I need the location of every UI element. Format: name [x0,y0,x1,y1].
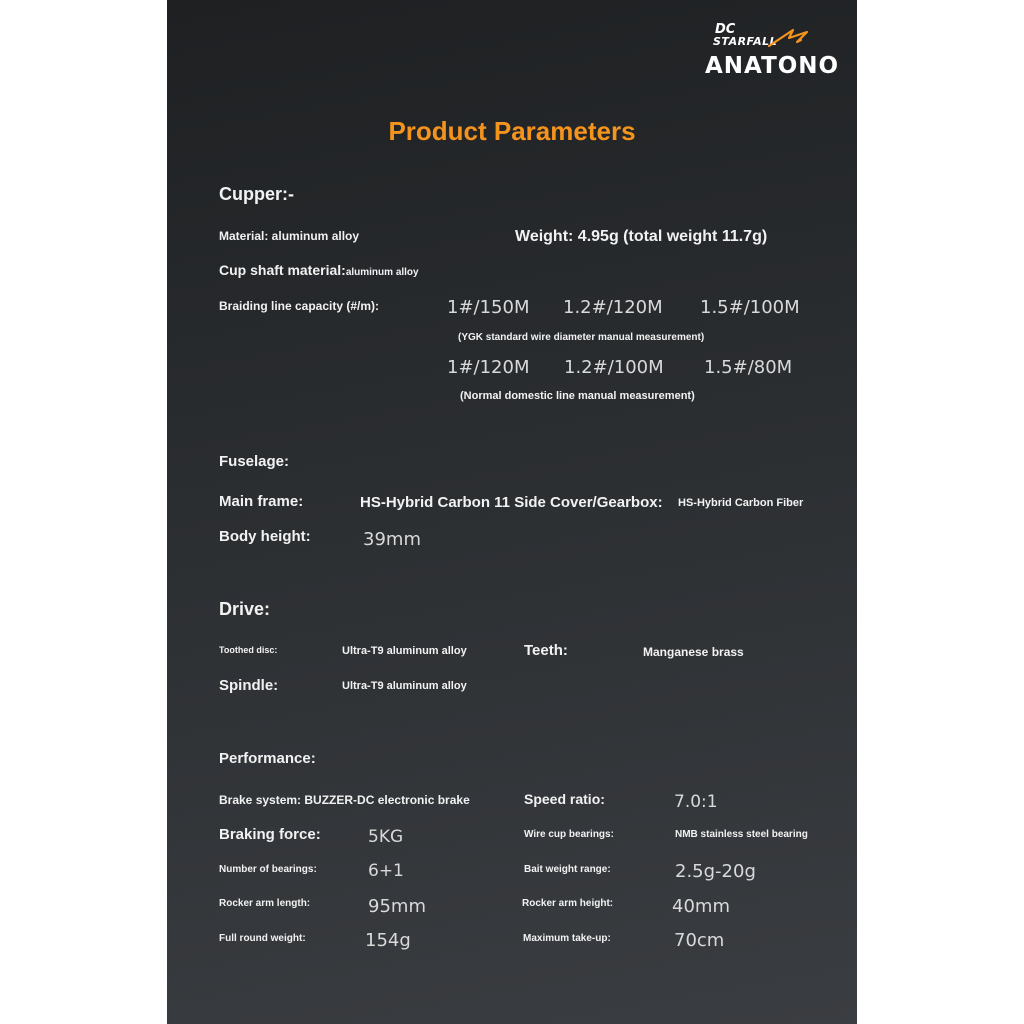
cup-shaft-row [219,262,419,280]
main-frame-label: Main frame: [219,493,304,510]
cupper-weight: Weight: 4.95g (total weight 11.7g) [515,228,768,245]
ygk-capacity-1: 1#/150M [447,297,530,318]
logo-brand-name: ANATONO [705,53,840,79]
bait-weight-value: 2.5g-20g [675,861,756,882]
max-takeup-value: 70cm [674,930,725,951]
full-weight-label: Full round weight: [219,933,306,944]
performance-heading: Performance: [219,750,316,767]
teeth-label: Teeth: [524,642,568,659]
cupper-heading: Cupper:- [219,184,294,204]
wire-cup-bearings-label: Wire cup bearings: [524,829,614,840]
teeth-value: Manganese brass [643,645,744,659]
body-height-value: 39mm [363,529,421,550]
bearings-value: 6+1 [368,861,404,881]
full-weight-value: 154g [365,930,411,951]
normal-capacity-2: 1.2#/100M [564,357,664,378]
swoosh-icon [767,26,811,52]
bait-weight-label: Bait weight range: [524,864,611,875]
capacity-label: Braiding line capacity (#/m): [219,299,380,313]
spindle-label: Spindle: [219,677,279,694]
rocker-height-value: 40mm [672,896,730,917]
main-frame-value: HS-Hybrid Carbon 11 Side Cover/Gearbox: [360,494,663,511]
bearings-label: Number of bearings: [219,864,317,875]
spindle-value: Ultra-T9 aluminum alloy [342,680,467,692]
cup-shaft-label: Cup shaft material: [219,262,346,278]
rocker-length-label: Rocker arm length: [219,898,311,909]
normal-note: (Normal domestic line manual measurement) [460,390,695,402]
speed-ratio-value: 7.0:1 [674,792,718,812]
max-takeup-label: Maximum take-up: [523,933,611,944]
wire-cup-bearings-value: NMB stainless steel bearing [675,829,808,840]
page-title: Product Parameters [388,116,636,146]
brake-system: Brake system: BUZZER-DC electronic brake [219,793,470,807]
toothed-disc-label: Toothed disc: [219,645,278,655]
rocker-length-value: 95mm [368,896,426,917]
toothed-disc-value: Ultra-T9 aluminum alloy [342,645,467,657]
braking-force-label: Braking force: [219,826,321,843]
rocker-height-label: Rocker arm height: [522,898,614,909]
logo-starfall-text: STARFALL [713,35,778,48]
ygk-capacity-3: 1.5#/100M [700,297,800,318]
drive-heading: Drive: [219,599,271,619]
normal-capacity-3: 1.5#/80M [704,357,793,378]
braking-force-value: 5KG [368,827,404,847]
body-height-label: Body height: [219,528,311,545]
speed-ratio-label: Speed ratio: [524,791,605,807]
fuselage-heading: Fuselage: [219,453,290,470]
ygk-capacity-2: 1.2#/120M [563,297,663,318]
normal-capacity-1: 1#/120M [447,357,530,378]
brand-logo [703,22,843,82]
cup-shaft-value: aluminum alloy [345,267,419,278]
parameters-panel [167,0,857,1024]
ygk-note: (YGK standard wire diameter manual measurement) [458,332,705,343]
logo-dc-text: DC [715,22,736,37]
cupper-material: Material: aluminum alloy [219,229,360,243]
side-cover-value: HS-Hybrid Carbon Fiber [678,497,804,509]
